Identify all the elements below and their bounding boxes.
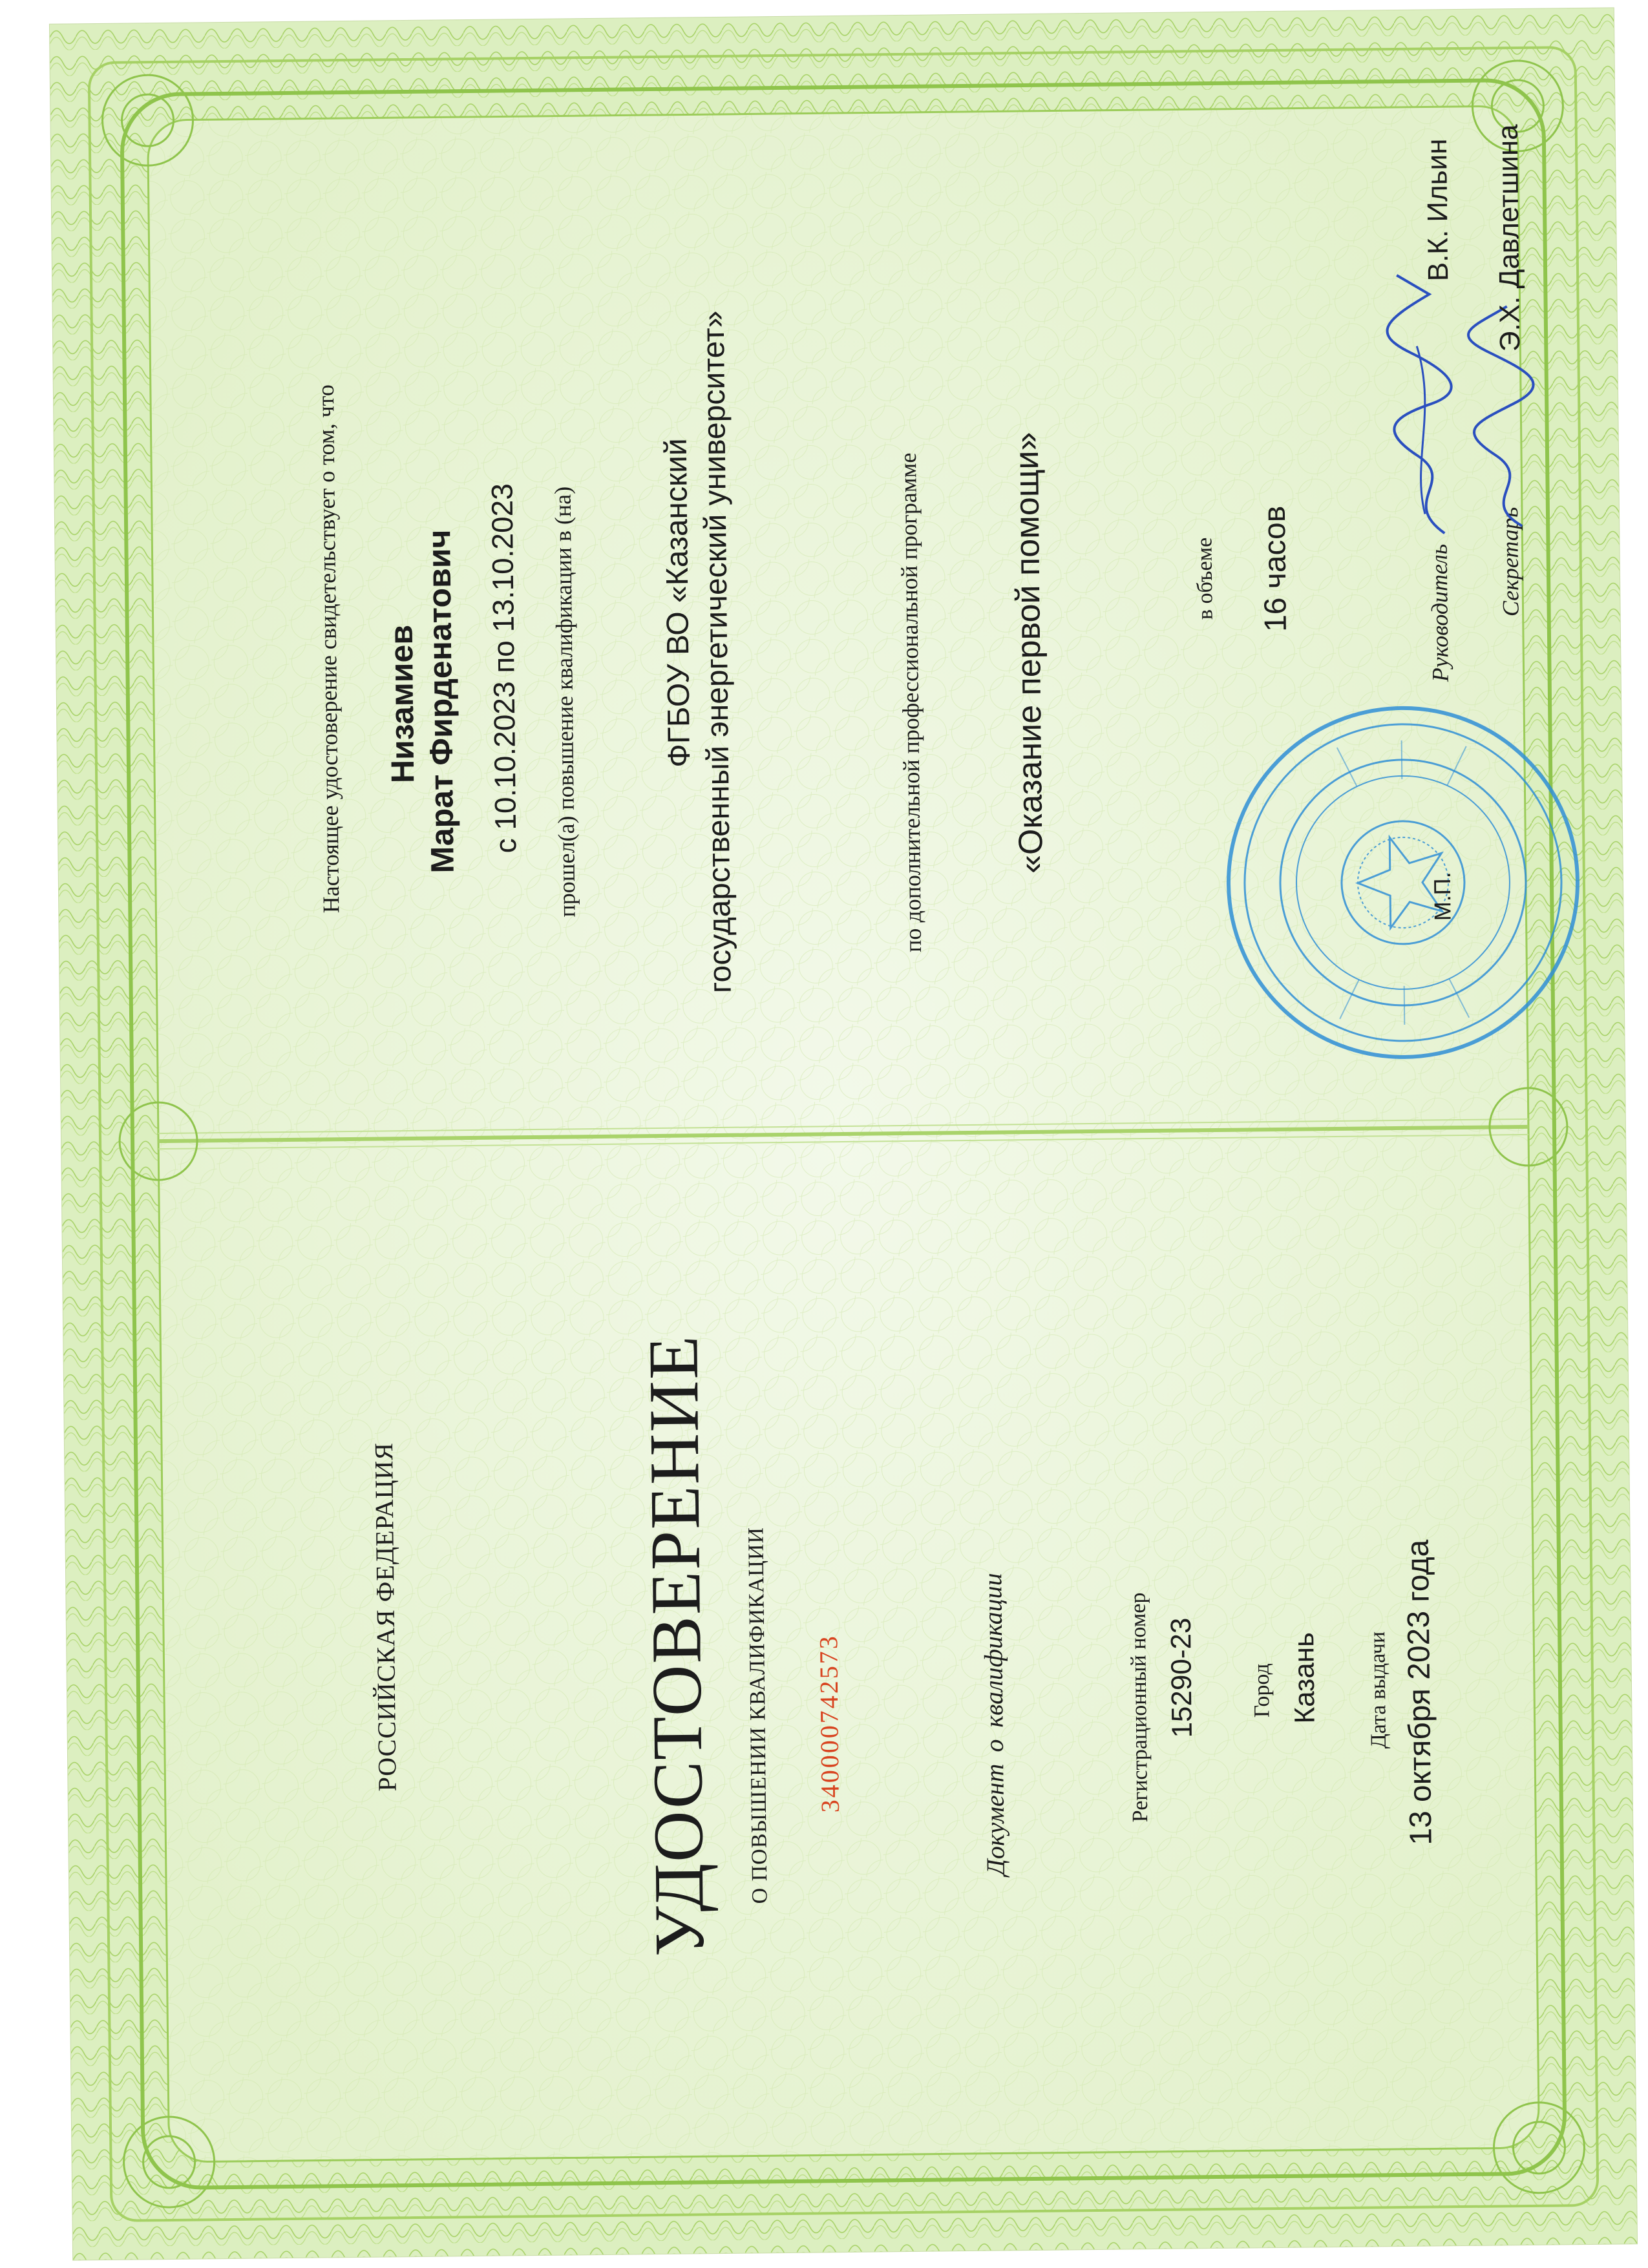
- city-label: Город: [1249, 1663, 1274, 1718]
- holder-given-names: Марат Фирденатович: [421, 529, 461, 874]
- organization-line-2: государственный энергетический университет»: [696, 310, 738, 994]
- training-period: с 10.10.2023 по 13.10.2023: [485, 483, 523, 854]
- organization-line-1: ФГБОУ ВО «Казанский: [659, 438, 697, 768]
- intro-text: Настоящее удостоверение свидетельствует о том, что: [312, 384, 344, 914]
- reg-number-value: 15290-23: [1165, 1617, 1198, 1738]
- holder-surname: Низамиев: [383, 624, 421, 784]
- serial-number: 340000742573: [814, 1634, 845, 1813]
- program-name: «Оказание первой помощи»: [1008, 432, 1050, 874]
- passed-text: прошел(а) повышение квалификации в (на): [549, 486, 580, 918]
- country-label: РОССИЙСКАЯ ФЕДЕРАЦИЯ: [368, 1442, 402, 1792]
- official-seal: [1220, 700, 1586, 1066]
- issue-date-label: Дата выдачи: [1366, 1631, 1391, 1749]
- volume-label: в объеме: [1192, 537, 1218, 620]
- secretary-name: Э.Х. Давлетшина: [1492, 124, 1527, 352]
- head-name: В.К. Ильин: [1421, 138, 1455, 282]
- certificate-sheet: [50, 8, 1637, 2260]
- certificate-content: [50, 8, 1637, 2260]
- document-subtitle: О ПОВЫШЕНИИ КВАЛИФИКАЦИИ: [744, 1526, 772, 1904]
- document-type: Документ о квалификации: [978, 1573, 1011, 1876]
- volume-value: 16 часов: [1257, 505, 1293, 633]
- program-label: по дополнительной профессиональной программе: [894, 452, 927, 953]
- stamp-label: М.П.: [1428, 872, 1456, 921]
- head-label: Руководитель: [1426, 543, 1453, 682]
- reg-number-label: Регистрационный номер: [1126, 1592, 1153, 1823]
- document-title: УДОСТОВЕРЕНИЕ: [633, 1334, 719, 1957]
- city-value: Казань: [1288, 1632, 1321, 1724]
- issue-date-value: 13 октября 2023 года: [1400, 1539, 1439, 1845]
- secretary-label: Секретарь: [1496, 507, 1524, 617]
